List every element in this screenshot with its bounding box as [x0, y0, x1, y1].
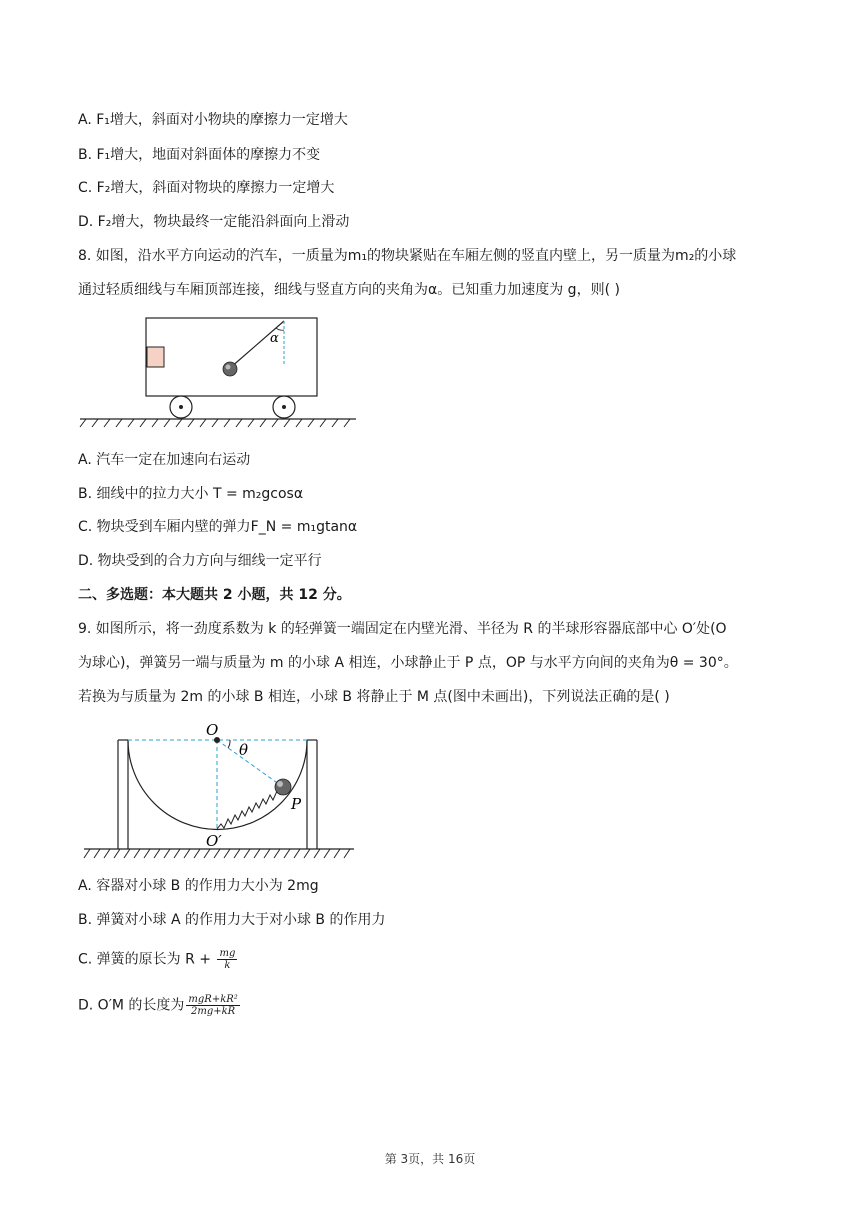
fraction-denominator: 2mg+kR: [191, 1006, 236, 1017]
ball-A: [275, 779, 291, 795]
fraction-numerator: mgR+kR²: [188, 994, 238, 1005]
alpha-label: α: [270, 331, 279, 346]
ground-hatching: [84, 849, 350, 858]
radius-OP: [217, 740, 283, 787]
q9-option-b: B. 弹簧对小球 A 的作用力大于对小球 B 的作用力: [78, 912, 386, 928]
label-P: P: [291, 795, 302, 813]
truck-body: [146, 318, 317, 396]
q7-option-b: B. F₁增大，地面对斜面体的摩擦力不变: [78, 147, 321, 163]
q9-option-d-text: D. O′M 的长度为: [78, 997, 185, 1014]
q9-option-d-fraction: [186, 994, 239, 1017]
label-O-prime: O′: [206, 832, 222, 850]
q8-stem-line1: 8. 如图，沿水平方向运动的汽车，一质量为m₁的物块紧贴在车厢左侧的竖直内壁上，另一质量为m₂的小球: [78, 248, 737, 264]
theta-arc: [228, 740, 230, 748]
q8-option-b: B. 细线中的拉力大小 T = m₂gcosα: [78, 486, 304, 502]
q9-option-c-fraction: [217, 948, 237, 971]
section-2-heading: 二、多选题：本大题共 2 小题，共 12 分。: [78, 587, 351, 603]
q8-stem-line2: 通过轻质细线与车厢顶部连接，细线与竖直方向的夹角为α。已知重力加速度为 g，则( ): [78, 282, 620, 298]
q8-truck-figure: [78, 310, 368, 435]
q9-option-c: [78, 948, 237, 971]
block-m1: [147, 347, 164, 367]
q7-option-d: D. F₂增大，物块最终一定能沿斜面向上滑动: [78, 214, 350, 230]
q9-option-d: [78, 994, 240, 1017]
pendulum-ball: [223, 362, 237, 376]
alpha-arc: [276, 328, 284, 330]
q8-option-a: A. 汽车一定在加速向右运动: [78, 452, 251, 468]
q8-option-c: C. 物块受到车厢内壁的弹力F_N = m₁gtanα: [78, 519, 358, 535]
label-O: O: [206, 721, 219, 739]
q9-stem-line3: 若换为与质量为 2m 的小球 B 相连，小球 B 将静止于 M 点(图中未画出)，下列说法正确的是( ): [78, 689, 670, 705]
q7-option-c: C. F₂增大，斜面对物块的摩擦力一定增大: [78, 180, 335, 196]
q8-option-d: D. 物块受到的合力方向与细线一定平行: [78, 553, 322, 569]
ground-hatching: [80, 419, 350, 427]
fraction-denominator: k: [224, 960, 231, 971]
q9-stem-line2: 为球心)，弹簧另一端与质量为 m 的小球 A 相连，小球静止于 P 点，OP 与水平方向间的夹角为θ = 30°。: [78, 655, 738, 671]
q9-stem-line1: 9. 如图所示，将一劲度系数为 k 的轻弹簧一端固定在内壁光滑、半径为 R 的半球形容器底部中心 O′处(O: [78, 621, 727, 637]
fraction-numerator: mg: [219, 948, 236, 959]
q9-option-a: A. 容器对小球 B 的作用力大小为 2mg: [78, 878, 319, 894]
q9-option-c-text: C. 弹簧的原长为 R +: [78, 951, 216, 968]
q9-bowl-figure: [78, 718, 368, 868]
theta-label: θ: [239, 741, 249, 759]
page-footer: 第 3页，共 16页: [384, 1152, 476, 1166]
spring: [217, 790, 280, 829]
q7-option-a: A. F₁增大，斜面对小物块的摩擦力一定增大: [78, 112, 348, 128]
